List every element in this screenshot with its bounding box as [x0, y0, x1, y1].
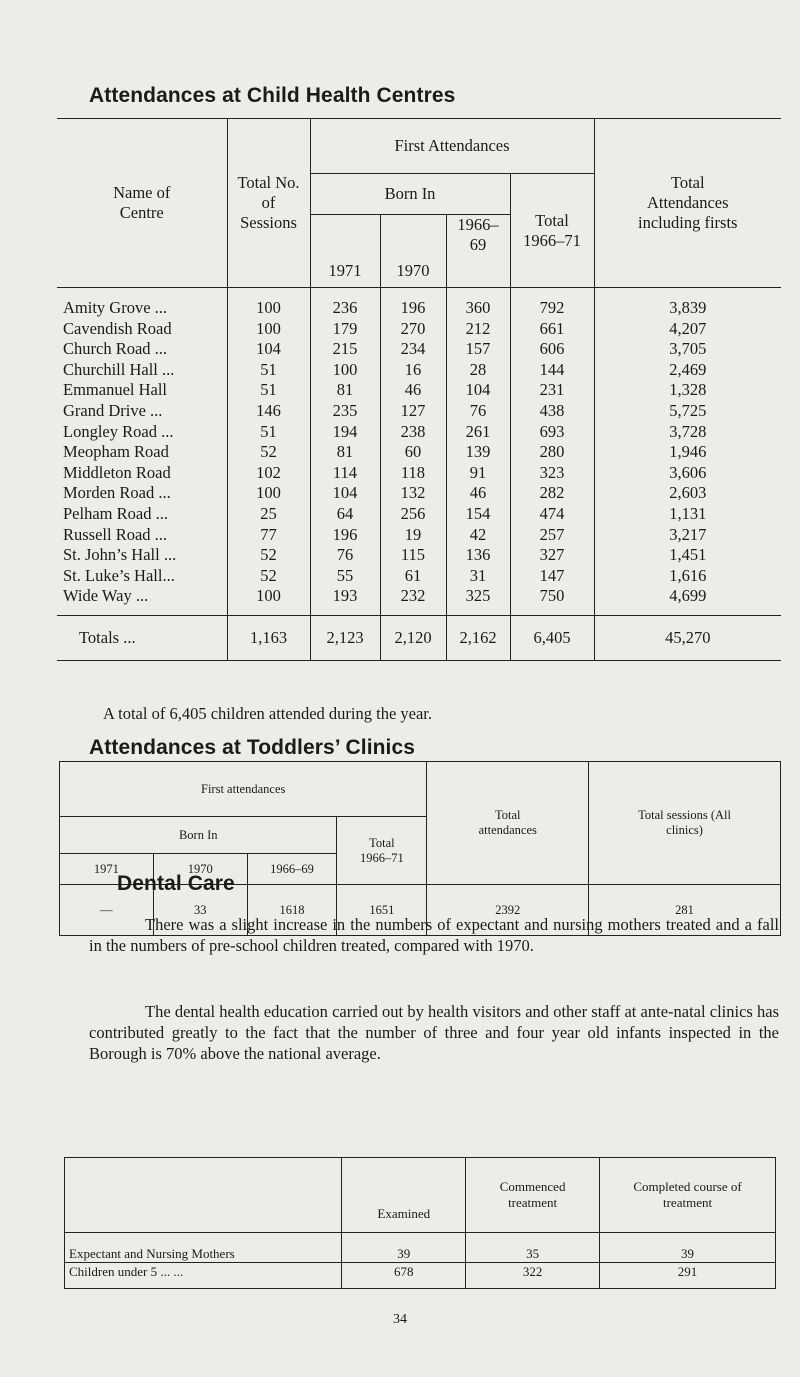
- cell-all: 2,469: [594, 360, 781, 381]
- cell-y1970: 46: [380, 380, 446, 401]
- cell-total: 438: [510, 401, 594, 422]
- table-row: [57, 380, 781, 401]
- cell-total: 693: [510, 422, 594, 443]
- cell-completed: 39: [600, 1233, 776, 1263]
- totals-1971: 2,123: [310, 615, 380, 660]
- header-total-sessions: Total sessions (All clinics): [589, 762, 781, 885]
- cell-sessions: 51: [227, 380, 310, 401]
- header-born-in: Born In: [310, 174, 510, 215]
- cell-y1970: 256: [380, 504, 446, 525]
- cell-all: 5,725: [594, 401, 781, 422]
- cell-name: Middleton Road: [63, 462, 171, 482]
- attendance-note: A total of 6,405 children attended during the year.: [103, 704, 432, 723]
- cell-sessions: 25: [227, 504, 310, 525]
- cell-total: 327: [510, 545, 594, 566]
- cell-y1971: 179: [310, 319, 380, 340]
- cell-total: 231: [510, 380, 594, 401]
- table-row: [57, 401, 781, 422]
- totals-1970: 2,120: [380, 615, 446, 660]
- cell-y1966: 76: [446, 401, 510, 422]
- child-health-table: [57, 118, 781, 661]
- cell-total: 606: [510, 339, 594, 360]
- cell-y1966: 28: [446, 360, 510, 381]
- cell-name: Emmanuel Hall: [63, 380, 168, 400]
- cell-examined: 39: [342, 1233, 466, 1263]
- cell-all: 3,606: [594, 463, 781, 484]
- cell-total: 147: [510, 566, 594, 587]
- cell-all: 1,946: [594, 442, 781, 463]
- cell-y1971: 235: [310, 401, 380, 422]
- cell-sessions: 51: [227, 360, 310, 381]
- cell-y1971: 104: [310, 483, 380, 504]
- table-row: [57, 483, 781, 504]
- cell-label: Children under 5 ... ...: [65, 1263, 342, 1289]
- cell-y1966: 261: [446, 422, 510, 443]
- cell-name: Russell Road ...: [63, 524, 168, 544]
- cell-y1970: 127: [380, 401, 446, 422]
- cell-y1966: 154: [446, 504, 510, 525]
- cell-sessions: 146: [227, 401, 310, 422]
- cell-y1966: 46: [446, 483, 510, 504]
- cell-total: 792: [510, 288, 594, 319]
- cell-y1966: 212: [446, 319, 510, 340]
- header-total-sessions: Total No. of Sessions: [227, 119, 310, 288]
- cell-name: St. Luke’s Hall...: [63, 565, 175, 585]
- cell-all: 1,616: [594, 566, 781, 587]
- value-1966-69: 1618: [247, 885, 337, 936]
- cell-y1966: 31: [446, 566, 510, 587]
- header-1970: 1970: [153, 854, 247, 885]
- cell-y1971: 55: [310, 566, 380, 587]
- totals-total: 6,405: [510, 615, 594, 660]
- dental-table: [64, 1157, 776, 1289]
- table-row: [65, 1233, 776, 1263]
- cell-all: 3,728: [594, 422, 781, 443]
- header-1971: 1971: [310, 215, 380, 288]
- table-row: [57, 422, 781, 443]
- cell-name: Church Road ...: [63, 339, 168, 359]
- cell-y1970: 19: [380, 525, 446, 546]
- cell-all: 1,451: [594, 545, 781, 566]
- header-examined: Examined: [342, 1158, 466, 1233]
- cell-examined: 678: [342, 1263, 466, 1289]
- cell-y1970: 118: [380, 463, 446, 484]
- cell-y1971: 196: [310, 525, 380, 546]
- cell-total: 661: [510, 319, 594, 340]
- table-row: [57, 545, 781, 566]
- cell-all: 4,699: [594, 586, 781, 615]
- cell-y1971: 81: [310, 442, 380, 463]
- cell-y1971: 194: [310, 422, 380, 443]
- cell-name: Wide Way ...: [63, 586, 149, 606]
- header-total-1966-71: Total 1966–71: [337, 817, 427, 885]
- cell-name: Cavendish Road: [63, 318, 172, 338]
- cell-y1971: 114: [310, 463, 380, 484]
- table-row: [57, 319, 781, 340]
- cell-name: Morden Road ...: [63, 483, 171, 503]
- cell-name: Amity Grove ...: [63, 298, 168, 317]
- cell-y1970: 132: [380, 483, 446, 504]
- header-first-attendances: First Attendances: [310, 119, 594, 174]
- cell-y1970: 196: [380, 288, 446, 319]
- cell-y1966: 104: [446, 380, 510, 401]
- cell-name: Pelham Road ...: [63, 503, 168, 523]
- cell-y1970: 234: [380, 339, 446, 360]
- header-total-attendances: Total attendances: [427, 762, 589, 885]
- cell-sessions: 52: [227, 566, 310, 587]
- page-number: 34: [393, 1312, 407, 1327]
- cell-sessions: 52: [227, 545, 310, 566]
- cell-sessions: 100: [227, 483, 310, 504]
- cell-y1966: 360: [446, 288, 510, 319]
- header-commenced: Commenced treatment: [466, 1158, 600, 1233]
- cell-sessions: 100: [227, 288, 310, 319]
- table-row: [57, 504, 781, 525]
- cell-sessions: 100: [227, 586, 310, 615]
- header-1966-69: 1966–69: [446, 215, 510, 256]
- totals-sessions: 1,163: [227, 615, 310, 660]
- cell-y1970: 238: [380, 422, 446, 443]
- cell-all: 3,705: [594, 339, 781, 360]
- cell-y1971: 81: [310, 380, 380, 401]
- cell-y1971: 215: [310, 339, 380, 360]
- child-health-title: Attendances at Child Health Centres: [89, 84, 456, 107]
- cell-y1971: 76: [310, 545, 380, 566]
- cell-completed: 291: [600, 1263, 776, 1289]
- dental-paragraph-1: There was a slight increase in the numbers of expectant and nursing mothers treated and a fall in the numbers of pre-school children treated, compared with 1970.: [89, 915, 779, 955]
- cell-y1970: 115: [380, 545, 446, 566]
- cell-all: 3,839: [594, 288, 781, 319]
- totals-1966-69: 2,162: [446, 615, 510, 660]
- cell-total: 323: [510, 463, 594, 484]
- cell-y1971: 193: [310, 586, 380, 615]
- table-row: [57, 360, 781, 381]
- table-row: [57, 288, 781, 319]
- header-total-attendances: Total Attendances including firsts: [594, 119, 781, 288]
- cell-y1971: 64: [310, 504, 380, 525]
- header-1970: 1970: [380, 215, 446, 288]
- value-total: 1651: [337, 885, 427, 936]
- table-row: [57, 586, 781, 615]
- cell-all: 2,603: [594, 483, 781, 504]
- table-row: [65, 1263, 776, 1289]
- table-row: [57, 525, 781, 546]
- cell-y1971: 100: [310, 360, 380, 381]
- header-completed: Completed course of treatment: [600, 1158, 776, 1233]
- table-row: [57, 442, 781, 463]
- totals-label: Totals ...: [79, 627, 136, 647]
- table-row: [57, 463, 781, 484]
- cell-commenced: 35: [466, 1233, 600, 1263]
- header-1966-69: 1966–69: [247, 854, 337, 885]
- cell-all: 1,328: [594, 380, 781, 401]
- toddlers-title: Attendances at Toddlers’ Clinics: [89, 736, 416, 759]
- header-total-1966-71: Total 1966–71: [510, 174, 594, 288]
- value-1971: —: [60, 885, 154, 936]
- header-born-in: Born In: [60, 817, 337, 854]
- cell-name: St. John’s Hall ...: [63, 545, 177, 565]
- cell-y1970: 232: [380, 586, 446, 615]
- cell-y1970: 60: [380, 442, 446, 463]
- value-total-attendances: 2392: [427, 885, 589, 936]
- cell-name: Longley Road ...: [63, 421, 174, 441]
- cell-name: Meopham Road: [63, 442, 169, 462]
- cell-label: Expectant and Nursing Mothers: [65, 1233, 342, 1263]
- header-1971: 1971: [60, 854, 154, 885]
- cell-name: Grand Drive ...: [63, 400, 163, 420]
- cell-y1966: 325: [446, 586, 510, 615]
- cell-all: 3,217: [594, 525, 781, 546]
- cell-total: 257: [510, 525, 594, 546]
- cell-total: 280: [510, 442, 594, 463]
- cell-sessions: 100: [227, 319, 310, 340]
- cell-sessions: 51: [227, 422, 310, 443]
- value-1970: 33: [153, 885, 247, 936]
- cell-y1966: 42: [446, 525, 510, 546]
- cell-commenced: 322: [466, 1263, 600, 1289]
- cell-total: 750: [510, 586, 594, 615]
- cell-sessions: 102: [227, 463, 310, 484]
- cell-y1966: 136: [446, 545, 510, 566]
- table-row: [57, 339, 781, 360]
- dental-title: Dental Care: [117, 872, 235, 895]
- cell-y1966: 139: [446, 442, 510, 463]
- cell-y1970: 16: [380, 360, 446, 381]
- cell-y1966: 91: [446, 463, 510, 484]
- table-row: [57, 566, 781, 587]
- cell-sessions: 77: [227, 525, 310, 546]
- cell-y1971: 236: [310, 288, 380, 319]
- cell-y1966: 157: [446, 339, 510, 360]
- cell-sessions: 104: [227, 339, 310, 360]
- totals-all: 45,270: [594, 615, 781, 660]
- cell-total: 282: [510, 483, 594, 504]
- cell-all: 1,131: [594, 504, 781, 525]
- dental-paragraph-2: The dental health education carried out by health visitors and other staff at ante-natal clinics has contributed greatly to the fact that the number of three and four year old infants inspected in the Borough is 70% above the national average.: [89, 1002, 779, 1063]
- cell-y1970: 61: [380, 566, 446, 587]
- header-name-of-centre: Name of Centre: [113, 183, 171, 222]
- cell-sessions: 52: [227, 442, 310, 463]
- cell-all: 4,207: [594, 319, 781, 340]
- toddlers-table: [59, 761, 781, 936]
- cell-total: 474: [510, 504, 594, 525]
- cell-total: 144: [510, 360, 594, 381]
- header-first-attendances: First attendances: [60, 762, 427, 817]
- value-total-sessions: 281: [589, 885, 781, 936]
- cell-y1970: 270: [380, 319, 446, 340]
- cell-name: Churchill Hall ...: [63, 359, 175, 379]
